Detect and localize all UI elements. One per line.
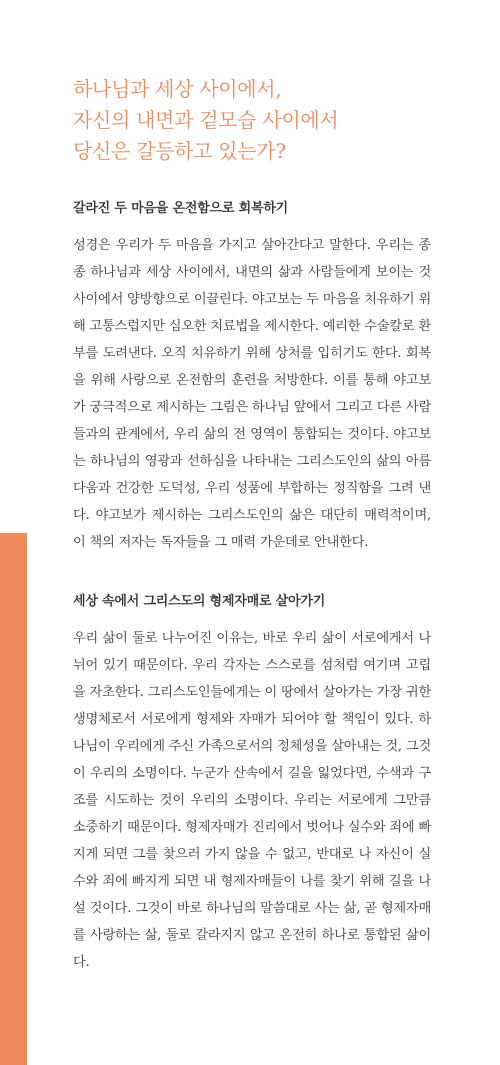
section-1-body: 성경은 우리가 두 마음을 가지고 살아간다고 말한다. 우리는 종종 하나님과 세상 사이에서, 내면의 삶과 사람들에게 보이는 것 사이에서 양방향으로 이끌린다. 야고보는 두 마음을 치유하기 위해 고통스럽지만 심오한 치료법을 제시한다. 예리한 수술칼로 환부를 도려낸다. 오직 치유하기 위해 상처를 입히기도 한다. 회복을 위해 사랑으로 온전함의 훈련을 처방한다. 이를 통해 야고보가 궁극적으로 제시하는 그림은 하나님 앞에서 그리고 다른 사람들과의 관계에서, 우리 삶의 전 영역이 통합되는 것이다. 야고보는 하나님의 영광과 선하심을 나타내는 그리스도인의 삶의 아름다움과 건강한 도덕성, 우리 성품에 부합하는 정직함을 그려 낸다. 야고보가 제시하는 그리스도인의 삶은 대단히 매력적이며, 이 책의 저자는 독자들을 그 매력 가운데로 안내한다. xyxy=(73,238,431,550)
headline-line-2: 자신의 내면과 겉모습 사이에서 xyxy=(73,108,339,132)
headline-line-3: 당신은 갈등하고 있는가? xyxy=(73,139,286,163)
section-1-title: 갈라진 두 마음을 온전함으로 회복하기 xyxy=(73,201,289,216)
headline xyxy=(73,74,431,167)
accent-bar xyxy=(0,533,27,1065)
headline-line-1: 하나님과 세상 사이에서, xyxy=(73,77,282,101)
section-2-title: 세상 속에서 그리스도의 형제자매로 살아가기 xyxy=(73,594,326,609)
section-2-body: 우리 삶이 둘로 나누어진 이유는, 바로 우리 삶이 서로에게서 나뉘어 있기 때문이다. 우리 각자는 스스로를 섬처럼 여기며 고립을 자초한다. 그리스도인들에게는 이 땅에서 살아가는 가장 귀한 생명체로서 서로에게 형제와 자매가 되어야 할 책임이 있다. 하나님이 우리에게 주신 가족으로서의 정체성을 살아내는 것, 그것이 우리의 소명이다. 누군가 산속에서 길을 잃었다면, 수색과 구조를 시도하는 것이 우리의 소명이다. 우리는 서로에게 그만큼 소중하기 때문이다. 형제자매가 진리에서 벗어나 실수와 죄에 빠지게 되면 그를 찾으러 가지 않을 수 없고, 반대로 나 자신이 실수와 죄에 빠지게 되면 내 형제자매들이 나를 찾기 위해 길을 나설 것이다. 그것이 바로 하나님의 말씀대로 사는 삶, 곧 형제자매를 사랑하는 삶, 둘로 갈라지지 않고 온전히 하나로 통합된 삶이다. xyxy=(73,631,431,970)
page-content xyxy=(73,0,431,989)
